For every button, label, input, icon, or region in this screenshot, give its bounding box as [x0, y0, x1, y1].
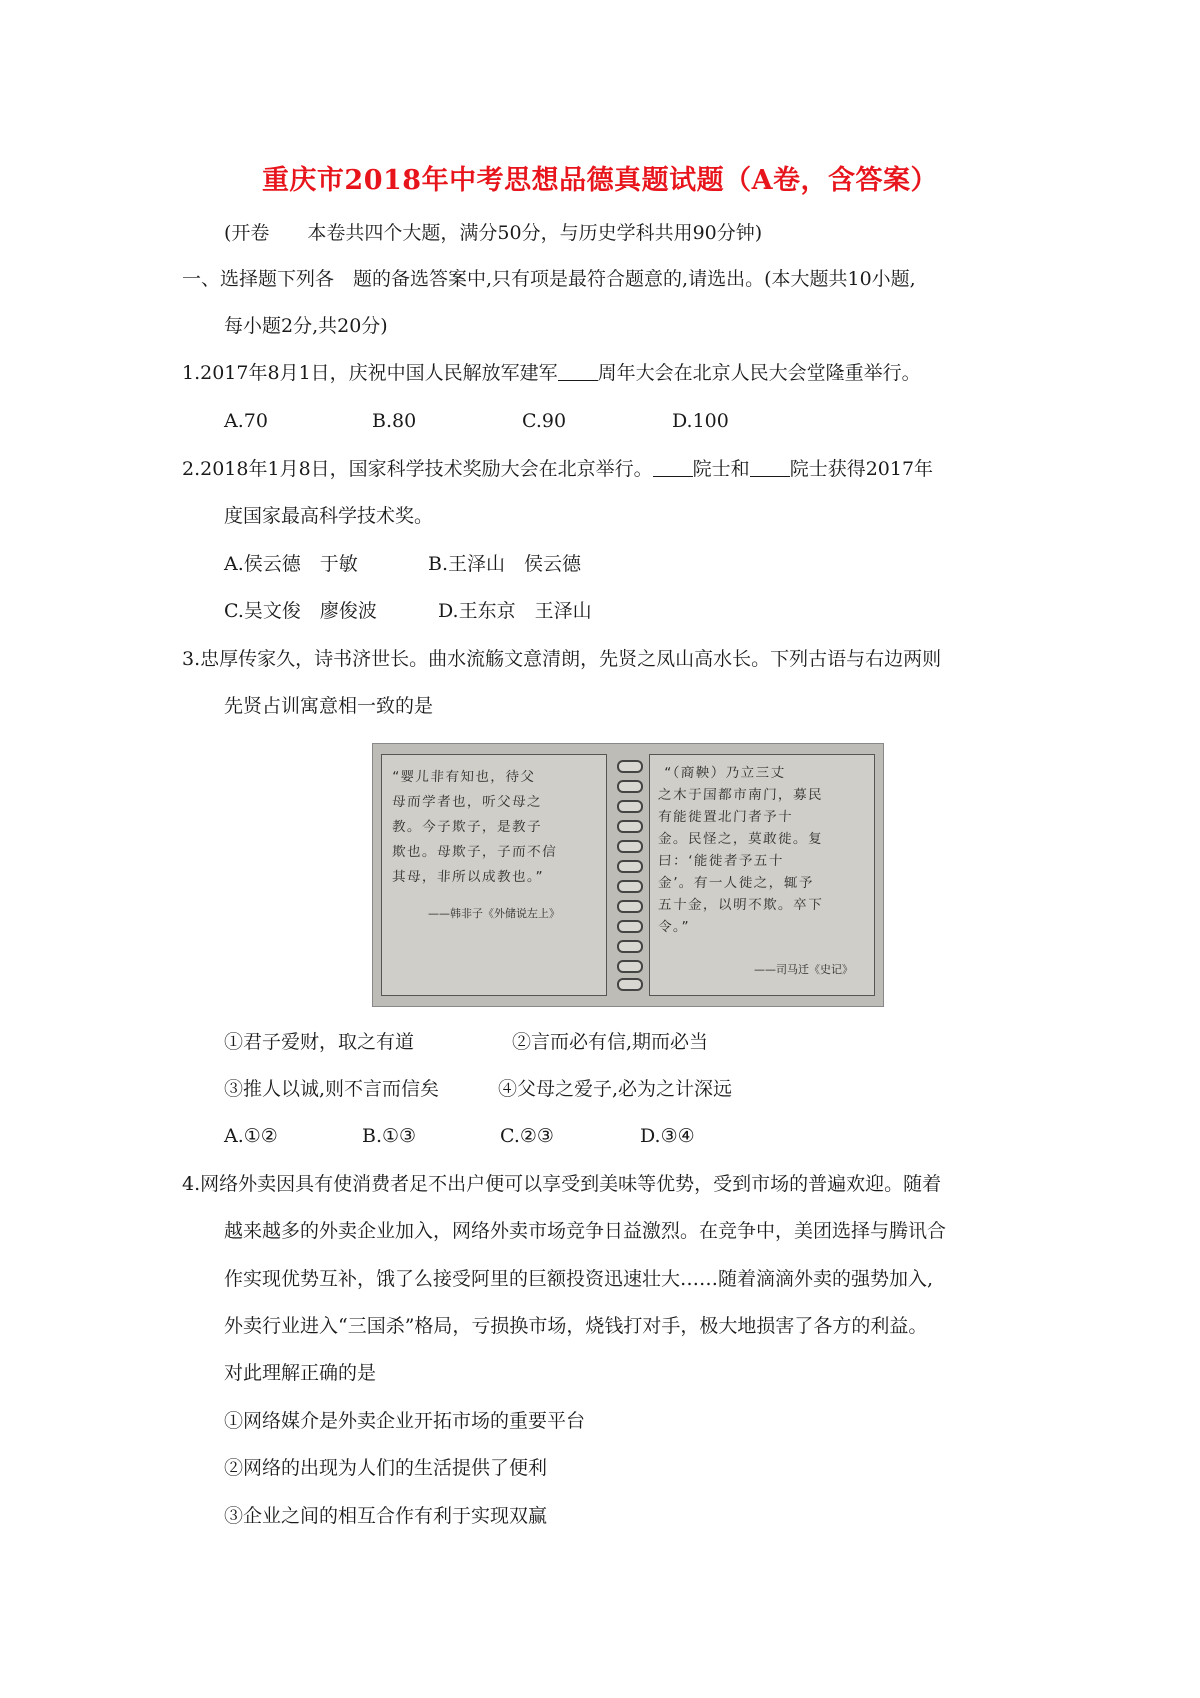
right-quote-line: 五十金，以明不欺。卒下: [657, 897, 824, 913]
q1-option-d: D.100: [672, 410, 729, 432]
q2-option-b: B.王泽山 侯云德: [428, 553, 582, 575]
spiral-ring: [617, 920, 643, 933]
left-quote-line: 母而学者也，听父母之: [391, 794, 543, 810]
exam-subtitle: (开卷 本卷共四个大题，满分50分，与历史学科共用90分钟): [224, 222, 763, 244]
q4-item-3: ③企业之间的相互合作有利于实现双赢: [224, 1505, 548, 1527]
q4-stem-line: 越来越多的外卖企业加入，网络外卖市场竞争日益激烈。在竞争中，美团选择与腾讯合: [224, 1220, 947, 1242]
q2-option-d: D.王东京 王泽山: [438, 600, 592, 622]
notebook-spiral: [611, 752, 645, 998]
q1-option-b: B.80: [372, 410, 417, 432]
right-quote-line: 金。民怪之，莫敢徙。复: [657, 831, 824, 847]
q3-option-c: C.②③: [500, 1125, 554, 1147]
right-quote-source: ——司马迁《史记》: [754, 963, 853, 976]
q1-option-c: C.90: [522, 410, 567, 432]
spiral-ring: [617, 860, 643, 873]
q3-option-d: D.③④: [640, 1125, 695, 1147]
notebook-left-page: [381, 754, 607, 996]
q3-item-1: ①君子爱财，取之有道: [224, 1031, 415, 1053]
section1-heading: 一、选择题下列各 题的备选答案中,只有项是最符合题意的,请选出。(本大题共10小题,: [182, 268, 916, 290]
q2-stem-mid: 院士和: [692, 458, 750, 480]
q3-stem-line2: 先贤占训寓意相一致的是: [224, 695, 434, 717]
spiral-ring: [617, 840, 643, 853]
q1-option-a: A.70: [224, 410, 268, 432]
q4-stem-line: 外卖行业进入“三国杀”格局，亏损换市场，烧钱打对手，极大地损害了各方的利益。: [224, 1315, 928, 1337]
left-quote-line: 欺也。母欺子，子而不信: [391, 844, 558, 860]
q3-item-2: ②言而必有信,期而必当: [512, 1031, 709, 1053]
right-quote-line: 之木于国都市南门，募民: [657, 787, 824, 803]
q3-option-a: A.①②: [224, 1125, 278, 1147]
q2-blank-1: [653, 458, 693, 477]
notebook-right-page: [649, 754, 875, 996]
right-quote-line: 曰：‘能徙者予五十: [657, 853, 785, 869]
section1-heading-cont: 每小题2分,共20分): [224, 315, 388, 337]
spiral-ring: [617, 820, 643, 833]
spiral-ring: [617, 780, 643, 793]
notebook-figure: [372, 743, 884, 1007]
right-quote-line: “（商鞅）乃立三丈: [663, 765, 787, 781]
q1-stem-post: 周年大会在北京人民大会堂隆重举行。: [597, 362, 921, 384]
q2-option-c: C.吴文俊 廖俊波: [224, 600, 377, 622]
q4-item-2: ②网络的出现为人们的生活提供了便利: [224, 1457, 548, 1479]
spiral-ring: [617, 880, 643, 893]
left-quote-line: 教。今子欺子，是教子: [391, 819, 543, 835]
q3-stem: 3.忠厚传家久，诗书济世长。曲水流觞文意清朗，先贤之凤山高水长。下列古语与右边两则: [182, 648, 942, 670]
q2-option-a: A.侯云德 于敏: [224, 553, 358, 575]
spiral-ring: [617, 960, 643, 973]
q2-stem-post: 院士获得2017年: [789, 458, 934, 480]
q3-option-b: B.①③: [362, 1125, 417, 1147]
q2-stem-pre: 2.2018年1月8日，国家科学技术奖励大会在北京举行。: [182, 458, 653, 480]
q3-item-4: ④父母之爱子,必为之计深远: [498, 1078, 733, 1100]
page-title: 重庆市2018年中考思想品德真题试题（A卷，含答案）: [261, 165, 939, 196]
spiral-ring: [617, 760, 643, 773]
q1-stem: [182, 359, 921, 387]
left-quote-line: “婴儿非有知也，待父: [391, 769, 536, 785]
left-quote-line: 其母，非所以成教也。”: [391, 869, 545, 885]
q4-stem-line: 4.网络外卖因具有使消费者足不出户便可以享受到美味等优势，受到市场的普遍欢迎。随着: [182, 1173, 942, 1195]
right-quote-line: 金’。有一人徙之，辄予: [657, 875, 815, 891]
q2-blank-2: [750, 458, 790, 477]
q4-item-1: ①网络媒介是外卖企业开拓市场的重要平台: [224, 1410, 586, 1432]
q4-stem-line: 作实现优势互补，饿了么接受阿里的巨额投资迅速壮大……随着滴滴外卖的强势加入,: [224, 1268, 934, 1290]
q4-stem-line: 对此理解正确的是: [224, 1362, 377, 1384]
spiral-ring: [617, 940, 643, 953]
right-quote-line: 令。”: [657, 919, 691, 935]
spiral-ring: [617, 800, 643, 813]
spiral-ring: [617, 978, 643, 991]
q2-stem: [182, 455, 933, 483]
q2-stem-line2: 度国家最高科学技术奖。: [224, 505, 434, 527]
spiral-ring: [617, 900, 643, 913]
q1-stem-pre: 1.2017年8月1日，庆祝中国人民解放军建军: [182, 362, 558, 384]
q1-blank: [558, 362, 598, 381]
left-quote-source: ——韩非子《外储说左上》: [428, 907, 560, 920]
q3-item-3: ③推人以诚,则不言而信矣: [224, 1078, 440, 1100]
right-quote-line: 有能徙置北门者予十: [657, 809, 794, 825]
